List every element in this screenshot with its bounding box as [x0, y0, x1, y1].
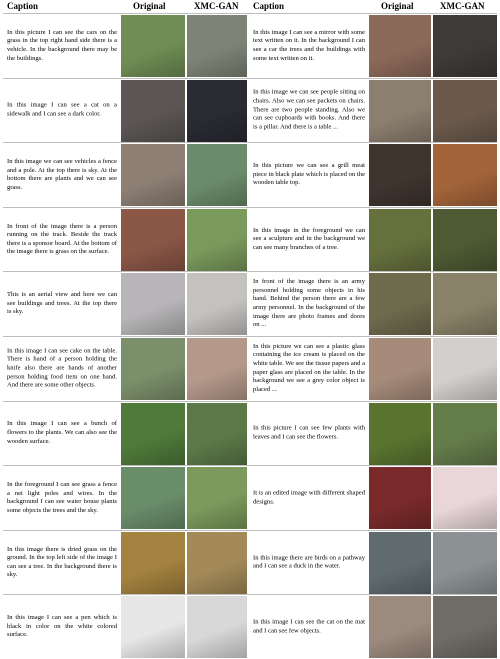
left-caption: In this image I can see a cat on a sidewalk and I can see a dark color.: [7, 101, 117, 118]
rows-container: [3, 13, 497, 659]
left-caption: In front of the image there is a person running on the track. Beside the track there is a sponsor board. At the bottom of the image there is grass on the surface.: [7, 222, 117, 256]
right-caption: In this picture we can see a plastic glass containing the ice cream is placed on the white table. We see the tissue papers and a paper glass are placed on the table. In the background we see a grey color object is placed ...: [253, 342, 365, 393]
xmcgan-left-image: [187, 338, 247, 400]
left-caption: In this image I can see a pen which is black in color on the white colored surface.: [7, 614, 117, 639]
figure-row: [3, 142, 497, 207]
original-left-image: [121, 467, 185, 529]
right-caption: In this image in the foreground we can see a sculpture and in the background we can see many branches of a tree.: [253, 226, 365, 251]
header-row: [3, 0, 497, 13]
xmcgan-right-image: [433, 467, 497, 529]
left-caption: In this image we can see vehicles a fence and a pole. At the top there is sky. At the bottom there are plants and we can see grass.: [7, 157, 117, 191]
xmcgan-right-image: [433, 338, 497, 400]
original-right-image: [369, 403, 431, 465]
right-caption: In this image I can see a mirror with some text written on it. In the background I can see a car the trees and the buildings with some text written on it.: [253, 28, 365, 62]
figure-row: [3, 594, 497, 659]
caption-right-header: Caption: [253, 1, 285, 11]
original-right-image: [369, 144, 431, 206]
original-left-image: [121, 273, 185, 335]
xmcgan-right-header: XMC-GAN: [440, 1, 485, 11]
original-right-image: [369, 273, 431, 335]
right-caption: In this picture I can see few plants with leaves and I can see the flowers.: [253, 424, 365, 441]
xmcgan-right-image: [433, 273, 497, 335]
left-caption: In this image I can see cake on the table. There is hand of a person holding the knife also there are hands of another person holding food item on one hand. And there are some other objects.: [7, 347, 117, 389]
original-left-image: [121, 144, 185, 206]
right-caption: In this image we can see people sitting on chairs. Also we can see packets on chairs. There are two people standing. Also we can see cupboards with books. And there is a pillar. And there is a table ...: [253, 88, 365, 131]
xmcgan-left-image: [187, 596, 247, 658]
original-left-header: Original: [133, 1, 166, 11]
xmcgan-right-image: [433, 403, 497, 465]
figure-row: [3, 13, 497, 78]
xmcgan-right-image: [433, 532, 497, 594]
xmcgan-left-image: [187, 15, 247, 77]
original-left-image: [121, 209, 185, 271]
xmcgan-right-image: [433, 144, 497, 206]
xmcgan-left-image: [187, 144, 247, 206]
xmcgan-right-image: [433, 15, 497, 77]
original-right-image: [369, 532, 431, 594]
original-left-image: [121, 403, 185, 465]
original-right-header: Original: [381, 1, 414, 11]
figure-grid: [3, 0, 497, 639]
original-left-image: [121, 338, 185, 400]
right-caption: In this picture we can see a grill meat piece in black plate which is placed on the wooden table top.: [253, 162, 365, 187]
xmcgan-right-image: [433, 80, 497, 142]
original-left-image: [121, 596, 185, 658]
xmcgan-left-header: XMC-GAN: [194, 1, 239, 11]
left-caption: In this picture I can see the cars on the grass in the top right hand side there is a vehicle. In the background there may be the buildings.: [7, 28, 117, 62]
left-caption: In this image there is dried grass on the ground. In the top left side of the image I can see a tree. In the background there is sky.: [7, 545, 117, 579]
original-left-image: [121, 80, 185, 142]
original-right-image: [369, 15, 431, 77]
left-caption: This is an aerial view and here we can see buildings and trees. At the top there is sky.: [7, 291, 117, 316]
right-caption: In this image there are birds on a pathway and I can see a duck in the water.: [253, 553, 365, 570]
caption-left-header: Caption: [7, 1, 39, 11]
figure-row: [3, 78, 497, 143]
figure-row: [3, 401, 497, 466]
right-caption: In front of the image there is an army personnel holding some objects in his hand. Behind the person there are a few army personnel. In the background of the image there are photo frames and doors on ...: [253, 278, 365, 329]
original-right-image: [369, 596, 431, 658]
left-caption: In the foreground I can see grass a fence a net light poles and wires. In the background I can see water house plants some objects the trees and the sky.: [7, 480, 117, 514]
xmcgan-left-image: [187, 467, 247, 529]
original-right-image: [369, 209, 431, 271]
original-left-image: [121, 15, 185, 77]
right-caption: In this image I can see the cat on the mat and I can see few objects.: [253, 618, 365, 635]
left-caption: In this image I can see a bunch of flowers to the plants. We can also see the wooden surface.: [7, 420, 117, 445]
xmcgan-right-image: [433, 209, 497, 271]
figure-row: [3, 530, 497, 595]
xmcgan-left-image: [187, 532, 247, 594]
xmcgan-left-image: [187, 80, 247, 142]
xmcgan-left-image: [187, 209, 247, 271]
figure-row: [3, 271, 497, 336]
original-right-image: [369, 467, 431, 529]
original-right-image: [369, 80, 431, 142]
original-right-image: [369, 338, 431, 400]
xmcgan-left-image: [187, 273, 247, 335]
original-left-image: [121, 532, 185, 594]
figure-row: [3, 465, 497, 530]
figure-row: [3, 207, 497, 272]
xmcgan-left-image: [187, 403, 247, 465]
figure-row: [3, 336, 497, 401]
xmcgan-right-image: [433, 596, 497, 658]
right-caption: It is an edited image with different shaped designs.: [253, 489, 365, 505]
